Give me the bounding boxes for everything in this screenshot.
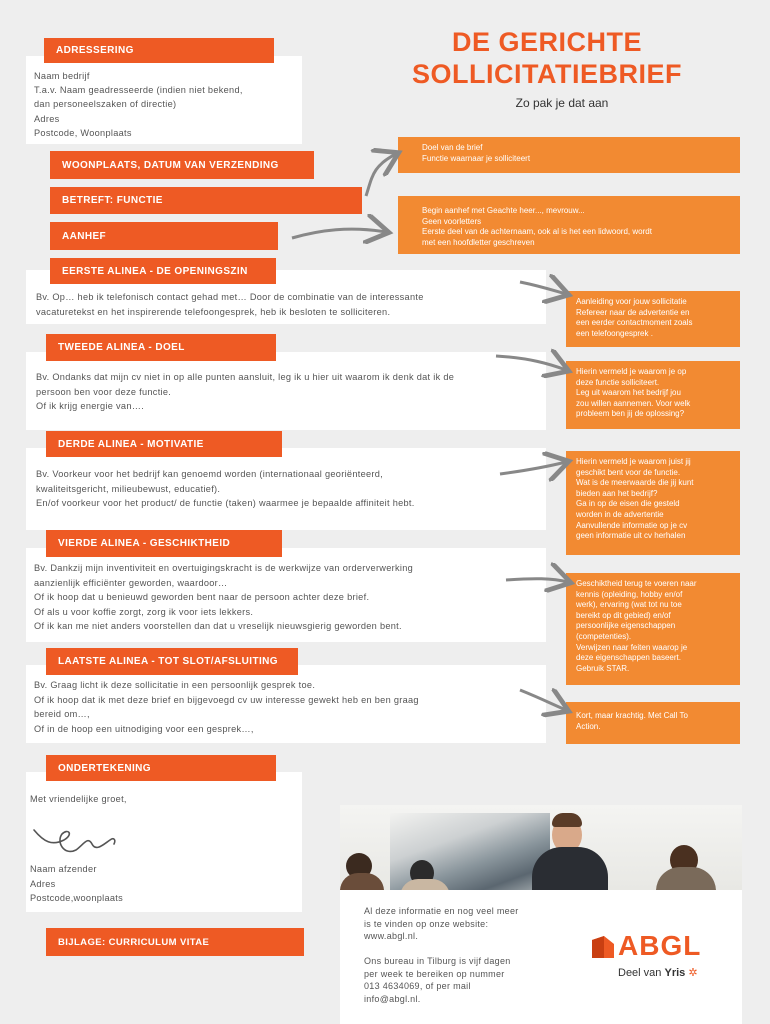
title-line-1: DE GERICHTE — [451, 27, 643, 57]
note-tweede: Hierin vermeld je waarom je op deze functie solliciteert. Leg uit waarom het bedrijf jou zou willen aannemen. Voor welk probleem ben jij de oplossing? — [566, 361, 740, 429]
arrow-betreft-icon — [366, 154, 396, 196]
abgl-logo-text: ABGL — [618, 930, 702, 961]
greeting-text: Met vriendelijke groet, — [30, 794, 127, 804]
eerste-header: EERSTE ALINEA - DE OPENINGSZIN — [50, 258, 276, 284]
woonplaats-header: WOONPLAATS, DATUM VAN VERZENDING — [50, 151, 314, 179]
footer-contact-text: Ons bureau in Tilburg is vijf dagen per week te bereiken op nummer 013 4634069, of per mail info@abgl.nl. — [364, 956, 511, 1004]
vierde-header: VIERDE ALINEA - GESCHIKTHEID — [46, 530, 282, 557]
ondertekening-header: ONDERTEKENING — [46, 755, 276, 781]
title-line-2: SOLLICITATIEBRIEF — [412, 59, 682, 89]
tagline-prefix: Deel van — [618, 967, 662, 979]
arrow-derde-icon — [500, 462, 566, 474]
tweede-text: Bv. Ondanks dat mijn cv niet in op alle punten aansluit, leg ik u hier uit waarom ik denk dat ik de persoon ben voor deze functie. Of ik krijg energie van…. — [36, 372, 455, 411]
note-vierde: Geschiktheid terug te voeren naar kennis (opleiding, hobby en/of werk), ervaring (wat tot nu toe bereikt op dit gebied) en/of persoonlijke eigenschappen (competenties). Verwijzen naar feiten waarop je deze eigenschappen baseert. Gebruik STAR. — [566, 573, 740, 685]
yris-star-icon: ✲ — [688, 967, 698, 979]
note-derde: Hierin vermeld je waarom juist jij geschikt bent voor de functie. Wat is de meerwaarde die jij kunt bieden aan het bedrijf? Ga in op de eisen die gesteld worden in de advertentie Aanvullende informatie op je cv geen informatie uit cv herhalen — [566, 451, 740, 555]
tagline-brand: Yris — [664, 967, 686, 979]
sender-text: Naam afzender Adres Postcode,woonplaats — [30, 864, 124, 903]
eerste-text: Bv. Op… heb ik telefonisch contact gehad met… Door de combinatie van de interessante vacaturetekst en het inspirerende telefoongesprek, heb ik besloten te solliciteren. — [36, 292, 424, 317]
laatste-header: LAATSTE ALINEA - TOT SLOT/AFSLUITING — [46, 648, 298, 675]
adressering-header: ADRESSERING — [44, 38, 274, 63]
arrow-aanhef-icon — [292, 229, 386, 238]
aanhef-header: AANHEF — [50, 222, 278, 250]
arrow-eerste-icon — [520, 282, 566, 294]
laatste-text: Bv. Graag licht ik deze sollicitatie in een persoonlijk gesprek toe. Of ik hoop dat ik met deze brief en bijgevoegd cv uw interesse gewekt heb en ben graag bereid om…, Of in de hoop een uitnodiging voor een gesprek…, — [34, 680, 419, 734]
note-laatste: Kort, maar krachtig. Met Call To Action. — [566, 702, 740, 744]
arrow-laatste-icon — [520, 690, 566, 710]
vierde-text: Bv. Dankzij mijn inventiviteit en overtuigingskracht is de werkwijze van orderverwerking aanzienlijk efficiënter geworden, waardoor… Of ik hoop dat u benieuwd geworden bent naar de persoon achter deze brief. Of als u voor koffie zorgt, zorg ik voor iets lekkers. Of ik kan me niet anders voorstellen dan dat u vreselijk nieuwsgierig geworden bent. — [34, 563, 414, 631]
page-subtitle: Zo pak je dat aan — [515, 96, 609, 110]
derde-header: DERDE ALINEA - MOTIVATIE — [46, 431, 282, 457]
footer-info-text: Al deze informatie en nog veel meer is te vinden op onze website: www.abgl.nl. — [364, 906, 519, 941]
arrow-tweede-icon — [496, 356, 566, 370]
note-eerste: Aanleiding voor jouw sollicitatie Refereer naar de advertentie en een eerder contactmoment zoals een telefoongesprek . — [566, 291, 740, 347]
bijlage-header: BIJLAGE: CURRICULUM VITAE — [46, 928, 304, 956]
adressering-text: Naam bedrijf T.a.v. Naam geadresseerde (indien niet bekend, dan personeelszaken of directie) Adres Postcode, Woonplaats — [34, 71, 243, 138]
tweede-header: TWEEDE ALINEA - DOEL — [46, 334, 276, 361]
note-doel: Doel van de brief Functie waarnaar je solliciteert — [398, 137, 740, 173]
arrow-vierde-icon — [506, 579, 568, 582]
derde-text: Bv. Voorkeur voor het bedrijf kan genoemd worden (internationaal georiënteerd, kwaliteitsgericht, milieubewust, educatief). En/of voorkeur voor het product/ de functie (taken) waarmee je bepaalde affiniteit hebt. — [36, 469, 415, 508]
note-aanhef: Begin aanhef met Geachte heer..., mevrouw... Geen voorletters Eerste deel van de achternaam, ook al is het een lidwoord, wordt met een hoofdletter geschreven — [398, 196, 740, 254]
betreft-header: BETREFT: FUNCTIE — [50, 187, 362, 214]
